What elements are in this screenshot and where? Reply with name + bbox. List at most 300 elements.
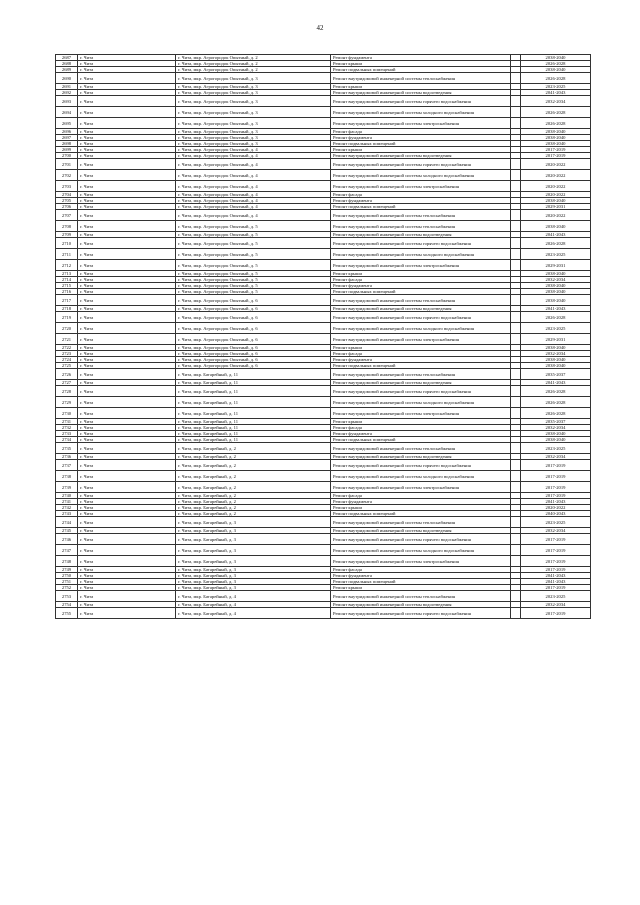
row-number: 2720 — [56, 323, 78, 334]
row-work-type: Ремонт внутридомовой инженерной системы холодного водоснабжения — [331, 471, 511, 482]
row-city: г. Чита — [78, 312, 176, 323]
row-number: 2701 — [56, 159, 78, 170]
row-city: г. Чита — [78, 147, 176, 153]
row-address: г. Чита, мкр. Агрогородок Опытный, д. 2 — [176, 67, 331, 73]
row-city: г. Чита — [78, 602, 176, 608]
row-address: г. Чита, мкр. Агрогородок Опытный, д. 6 — [176, 345, 331, 351]
row-work-type: Ремонт внутридомовой инженерной системы холодного водоснабжения — [331, 107, 511, 118]
row-city: г. Чита — [78, 159, 176, 170]
row-number: 2724 — [56, 357, 78, 363]
row-period: 2020-2022 — [521, 192, 591, 198]
row-city: г. Чита — [78, 90, 176, 96]
row-city: г. Чита — [78, 419, 176, 425]
row-work-type: Ремонт фундамента — [331, 283, 511, 289]
row-address: г. Чита, мкр. Агрогородок Опытный, д. 5 — [176, 249, 331, 260]
table-body — [56, 55, 591, 619]
row-city: г. Чита — [78, 351, 176, 357]
table-row — [56, 386, 591, 397]
row-number: 2755 — [56, 608, 78, 619]
row-period: 2026-2028 — [521, 61, 591, 67]
row-number: 2698 — [56, 141, 78, 147]
row-work-type: Ремонт крыши — [331, 147, 511, 153]
row-address: г. Чита, мкр. Агрогородок Опытный, д. 5 — [176, 238, 331, 249]
row-number: 2718 — [56, 306, 78, 312]
row-number: 2693 — [56, 96, 78, 107]
row-city: г. Чита — [78, 534, 176, 545]
row-city: г. Чита — [78, 345, 176, 351]
row-spacer — [511, 517, 521, 528]
row-spacer — [511, 210, 521, 221]
row-period: 2041-2043 — [521, 380, 591, 386]
row-city: г. Чита — [78, 363, 176, 369]
row-address: г. Чита, мкр. Батарейный, д. 11 — [176, 408, 331, 419]
row-number: 2703 — [56, 181, 78, 192]
row-period: 2029-2031 — [521, 204, 591, 210]
table-row — [56, 260, 591, 271]
row-address: г. Чита, мкр. Агрогородок Опытный, д. 6 — [176, 306, 331, 312]
table-row — [56, 534, 591, 545]
row-period: 2035-2037 — [521, 419, 591, 425]
table-row — [56, 210, 591, 221]
row-city: г. Чита — [78, 210, 176, 221]
row-period: 2038-2040 — [521, 55, 591, 61]
row-number: 2695 — [56, 118, 78, 129]
table-row — [56, 369, 591, 380]
row-spacer — [511, 471, 521, 482]
row-city: г. Чита — [78, 289, 176, 295]
row-spacer — [511, 249, 521, 260]
row-address: г. Чита, мкр. Батарейный, д. 11 — [176, 437, 331, 443]
table-row — [56, 181, 591, 192]
row-number: 2736 — [56, 454, 78, 460]
row-city: г. Чита — [78, 608, 176, 619]
row-work-type: Ремонт фасада — [331, 493, 511, 499]
row-number: 2729 — [56, 397, 78, 408]
row-period: 2032-2034 — [521, 425, 591, 431]
row-address: г. Чита, мкр. Агрогородок Опытный, д. 5 — [176, 289, 331, 295]
row-work-type: Ремонт фундамента — [331, 573, 511, 579]
row-period: 2017-2019 — [521, 493, 591, 499]
row-number: 2712 — [56, 260, 78, 271]
row-address: г. Чита, мкр. Батарейный, д. 2 — [176, 460, 331, 471]
row-address: г. Чита, мкр. Агрогородок Опытный, д. 4 — [176, 147, 331, 153]
row-address: г. Чита, мкр. Батарейный, д. 3 — [176, 517, 331, 528]
row-city: г. Чита — [78, 545, 176, 556]
table-row — [56, 408, 591, 419]
row-work-type: Ремонт подвальных помещений — [331, 141, 511, 147]
row-work-type: Ремонт подвальных помещений — [331, 289, 511, 295]
row-number: 2717 — [56, 295, 78, 306]
row-address: г. Чита, мкр. Агрогородок Опытный, д. 3 — [176, 118, 331, 129]
row-work-type: Ремонт фасада — [331, 277, 511, 283]
row-work-type: Ремонт фундамента — [331, 499, 511, 505]
row-address: г. Чита, мкр. Агрогородок Опытный, д. 2 — [176, 61, 331, 67]
row-address: г. Чита, мкр. Батарейный, д. 2 — [176, 505, 331, 511]
row-address: г. Чита, мкр. Батарейный, д. 11 — [176, 425, 331, 431]
row-address: г. Чита, мкр. Агрогородок Опытный, д. 5 — [176, 260, 331, 271]
row-address: г. Чита, мкр. Батарейный, д. 11 — [176, 369, 331, 380]
row-period: 2026-2028 — [521, 73, 591, 84]
row-city: г. Чита — [78, 283, 176, 289]
row-address: г. Чита, мкр. Агрогородок Опытный, д. 6 — [176, 323, 331, 334]
row-work-type: Ремонт внутридомовой инженерной системы электроснабжения — [331, 118, 511, 129]
row-city: г. Чита — [78, 232, 176, 238]
row-address: г. Чита, мкр. Агрогородок Опытный, д. 4 — [176, 198, 331, 204]
row-address: г. Чита, мкр. Агрогородок Опытный, д. 2 — [176, 55, 331, 61]
row-work-type: Ремонт фундамента — [331, 135, 511, 141]
row-address: г. Чита, мкр. Агрогородок Опытный, д. 3 — [176, 141, 331, 147]
row-address: г. Чита, мкр. Батарейный, д. 11 — [176, 419, 331, 425]
row-period: 2020-2022 — [521, 159, 591, 170]
row-period: 2040-2043 — [521, 511, 591, 517]
row-work-type: Ремонт внутридомовой инженерной системы теплоснабжения — [331, 369, 511, 380]
row-city: г. Чита — [78, 505, 176, 511]
row-work-type: Ремонт фасада — [331, 192, 511, 198]
row-work-type: Ремонт внутридомовой инженерной системы холодного водоснабжения — [331, 170, 511, 181]
row-address: г. Чита, мкр. Батарейный, д. 11 — [176, 431, 331, 437]
row-city: г. Чита — [78, 431, 176, 437]
row-period: 2023-2025 — [521, 249, 591, 260]
row-address: г. Чита, мкр. Агрогородок Опытный, д. 6 — [176, 357, 331, 363]
row-period: 2035-2037 — [521, 369, 591, 380]
row-number: 2697 — [56, 135, 78, 141]
row-period: 2038-2040 — [521, 357, 591, 363]
row-address: г. Чита, мкр. Агрогородок Опытный, д. 3 — [176, 73, 331, 84]
row-spacer — [511, 107, 521, 118]
row-period: 2026-2028 — [521, 408, 591, 419]
row-work-type: Ремонт внутридомовой инженерной системы горячего водоснабжения — [331, 238, 511, 249]
row-number: 2743 — [56, 511, 78, 517]
row-number: 2722 — [56, 345, 78, 351]
row-number: 2687 — [56, 55, 78, 61]
row-city: г. Чита — [78, 591, 176, 602]
row-spacer — [511, 408, 521, 419]
row-city: г. Чита — [78, 493, 176, 499]
row-work-type: Ремонт внутридомовой инженерной системы водоотведения — [331, 602, 511, 608]
row-spacer — [511, 118, 521, 129]
row-period: 2038-2040 — [521, 431, 591, 437]
row-address: г. Чита, мкр. Агрогородок Опытный, д. 5 — [176, 221, 331, 232]
row-period: 2038-2040 — [521, 135, 591, 141]
row-address: г. Чита, мкр. Агрогородок Опытный, д. 6 — [176, 334, 331, 345]
table-row — [56, 545, 591, 556]
row-period: 2032-2034 — [521, 454, 591, 460]
row-city: г. Чита — [78, 386, 176, 397]
row-number: 2740 — [56, 493, 78, 499]
row-number: 2706 — [56, 204, 78, 210]
row-number: 2737 — [56, 460, 78, 471]
row-work-type: Ремонт внутридомовой инженерной системы холодного водоснабжения — [331, 397, 511, 408]
row-number: 2714 — [56, 277, 78, 283]
row-number: 2744 — [56, 517, 78, 528]
row-period: 2017-2019 — [521, 585, 591, 591]
row-spacer — [511, 181, 521, 192]
row-work-type: Ремонт фундамента — [331, 357, 511, 363]
row-number: 2711 — [56, 249, 78, 260]
table-row — [56, 221, 591, 232]
row-city: г. Чита — [78, 556, 176, 567]
row-city: г. Чита — [78, 443, 176, 454]
row-period: 2026-2028 — [521, 107, 591, 118]
row-work-type: Ремонт внутридомовой инженерной системы теплоснабжения — [331, 221, 511, 232]
row-work-type: Ремонт внутридомовой инженерной системы теплоснабжения — [331, 73, 511, 84]
row-number: 2707 — [56, 210, 78, 221]
row-address: г. Чита, мкр. Агрогородок Опытный, д. 5 — [176, 271, 331, 277]
row-work-type: Ремонт крыши — [331, 61, 511, 67]
row-address: г. Чита, мкр. Агрогородок Опытный, д. 3 — [176, 96, 331, 107]
row-period: 2038-2040 — [521, 283, 591, 289]
row-address: г. Чита, мкр. Агрогородок Опытный, д. 4 — [176, 192, 331, 198]
row-city: г. Чита — [78, 425, 176, 431]
row-number: 2734 — [56, 437, 78, 443]
row-period: 2017-2019 — [521, 482, 591, 493]
row-number: 2699 — [56, 147, 78, 153]
table-row — [56, 608, 591, 619]
row-number: 2753 — [56, 591, 78, 602]
row-number: 2747 — [56, 545, 78, 556]
row-address: г. Чита, мкр. Батарейный, д. 2 — [176, 471, 331, 482]
row-period: 2017-2019 — [521, 567, 591, 573]
row-period: 2023-2025 — [521, 591, 591, 602]
row-number: 2716 — [56, 289, 78, 295]
row-address: г. Чита, мкр. Агрогородок Опытный, д. 4 — [176, 159, 331, 170]
row-number: 2710 — [56, 238, 78, 249]
row-number: 2745 — [56, 528, 78, 534]
capital-repair-table — [55, 54, 591, 619]
row-number: 2742 — [56, 505, 78, 511]
row-period: 2038-2040 — [521, 141, 591, 147]
row-work-type: Ремонт внутридомовой инженерной системы водоотведения — [331, 306, 511, 312]
row-city: г. Чита — [78, 323, 176, 334]
row-city: г. Чита — [78, 579, 176, 585]
row-city: г. Чита — [78, 238, 176, 249]
row-period: 2041-2043 — [521, 306, 591, 312]
row-period: 2023-2025 — [521, 323, 591, 334]
row-address: г. Чита, мкр. Батарейный, д. 4 — [176, 591, 331, 602]
row-number: 2715 — [56, 283, 78, 289]
row-spacer — [511, 334, 521, 345]
row-period: 2017-2019 — [521, 153, 591, 159]
row-city: г. Чита — [78, 107, 176, 118]
row-number: 2705 — [56, 198, 78, 204]
table-row — [56, 471, 591, 482]
row-address: г. Чита, мкр. Агрогородок Опытный, д. 3 — [176, 129, 331, 135]
row-period: 2038-2040 — [521, 345, 591, 351]
row-work-type: Ремонт внутридомовой инженерной системы водоотведения — [331, 153, 511, 159]
row-number: 2739 — [56, 482, 78, 493]
table-row — [56, 249, 591, 260]
row-city: г. Чита — [78, 198, 176, 204]
row-spacer — [511, 608, 521, 619]
row-spacer — [511, 386, 521, 397]
row-spacer — [511, 556, 521, 567]
row-address: г. Чита, мкр. Агрогородок Опытный, д. 3 — [176, 135, 331, 141]
row-city: г. Чита — [78, 585, 176, 591]
row-period: 2017-2019 — [521, 608, 591, 619]
row-address: г. Чита, мкр. Батарейный, д. 3 — [176, 556, 331, 567]
row-work-type: Ремонт внутридомовой инженерной системы горячего водоснабжения — [331, 386, 511, 397]
row-number: 2746 — [56, 534, 78, 545]
row-address: г. Чита, мкр. Батарейный, д. 2 — [176, 493, 331, 499]
row-number: 2748 — [56, 556, 78, 567]
row-period: 2041-2043 — [521, 232, 591, 238]
row-number: 2750 — [56, 573, 78, 579]
row-period: 2032-2034 — [521, 602, 591, 608]
row-number: 2733 — [56, 431, 78, 437]
row-number: 2731 — [56, 419, 78, 425]
row-work-type: Ремонт подвальных помещений — [331, 579, 511, 585]
table-row — [56, 482, 591, 493]
row-city: г. Чита — [78, 135, 176, 141]
row-work-type: Ремонт внутридомовой инженерной системы электроснабжения — [331, 482, 511, 493]
row-address: г. Чита, мкр. Батарейный, д. 2 — [176, 443, 331, 454]
row-address: г. Чита, мкр. Батарейный, д. 2 — [176, 499, 331, 505]
row-spacer — [511, 545, 521, 556]
table-row — [56, 397, 591, 408]
row-city: г. Чита — [78, 295, 176, 306]
row-period: 2038-2040 — [521, 67, 591, 73]
row-city: г. Чита — [78, 55, 176, 61]
row-period: 2041-2043 — [521, 499, 591, 505]
table-row — [56, 159, 591, 170]
row-period: 2026-2028 — [521, 312, 591, 323]
row-work-type: Ремонт внутридомовой инженерной системы холодного водоснабжения — [331, 545, 511, 556]
row-period: 2032-2034 — [521, 277, 591, 283]
row-city: г. Чита — [78, 181, 176, 192]
row-city: г. Чита — [78, 67, 176, 73]
row-city: г. Чита — [78, 271, 176, 277]
row-number: 2752 — [56, 585, 78, 591]
row-work-type: Ремонт внутридомовой инженерной системы электроснабжения — [331, 181, 511, 192]
row-address: г. Чита, мкр. Батарейный, д. 3 — [176, 567, 331, 573]
row-number: 2691 — [56, 84, 78, 90]
row-address: г. Чита, мкр. Батарейный, д. 11 — [176, 397, 331, 408]
row-city: г. Чита — [78, 454, 176, 460]
row-work-type: Ремонт внутридомовой инженерной системы теплоснабжения — [331, 210, 511, 221]
row-spacer — [511, 443, 521, 454]
row-number: 2730 — [56, 408, 78, 419]
row-work-type: Ремонт внутридомовой инженерной системы водоотведения — [331, 380, 511, 386]
row-work-type: Ремонт подвальных помещений — [331, 437, 511, 443]
row-city: г. Чита — [78, 204, 176, 210]
row-number: 2708 — [56, 221, 78, 232]
row-spacer — [511, 534, 521, 545]
row-work-type: Ремонт внутридомовой инженерной системы горячего водоснабжения — [331, 96, 511, 107]
row-spacer — [511, 159, 521, 170]
row-address: г. Чита, мкр. Агрогородок Опытный, д. 6 — [176, 295, 331, 306]
table-row — [56, 443, 591, 454]
row-address: г. Чита, мкр. Батарейный, д. 4 — [176, 602, 331, 608]
row-city: г. Чита — [78, 437, 176, 443]
row-spacer — [511, 323, 521, 334]
row-period: 2038-2040 — [521, 271, 591, 277]
row-number: 2700 — [56, 153, 78, 159]
row-work-type: Ремонт внутридомовой инженерной системы горячего водоснабжения — [331, 534, 511, 545]
row-work-type: Ремонт крыши — [331, 419, 511, 425]
row-spacer — [511, 312, 521, 323]
row-work-type: Ремонт подвальных помещений — [331, 204, 511, 210]
row-address: г. Чита, мкр. Агрогородок Опытный, д. 3 — [176, 84, 331, 90]
row-period: 2041-2043 — [521, 579, 591, 585]
row-period: 2038-2040 — [521, 129, 591, 135]
row-period: 2026-2028 — [521, 238, 591, 249]
row-work-type: Ремонт подвальных помещений — [331, 511, 511, 517]
row-period: 2017-2019 — [521, 534, 591, 545]
row-work-type: Ремонт фасада — [331, 425, 511, 431]
row-work-type: Ремонт внутридомовой инженерной системы электроснабжения — [331, 260, 511, 271]
row-work-type: Ремонт внутридомовой инженерной системы холодного водоснабжения — [331, 323, 511, 334]
row-number: 2749 — [56, 567, 78, 573]
row-spacer — [511, 482, 521, 493]
row-period: 2041-2043 — [521, 573, 591, 579]
table-row — [56, 460, 591, 471]
row-address: г. Чита, мкр. Агрогородок Опытный, д. 4 — [176, 170, 331, 181]
row-address: г. Чита, мкр. Агрогородок Опытный, д. 3 — [176, 107, 331, 118]
row-period: 2026-2028 — [521, 397, 591, 408]
row-address: г. Чита, мкр. Агрогородок Опытный, д. 6 — [176, 363, 331, 369]
row-work-type: Ремонт крыши — [331, 345, 511, 351]
row-address: г. Чита, мкр. Батарейный, д. 11 — [176, 386, 331, 397]
page-number: 42 — [316, 24, 324, 32]
row-address: г. Чита, мкр. Батарейный, д. 3 — [176, 534, 331, 545]
row-address: г. Чита, мкр. Батарейный, д. 11 — [176, 380, 331, 386]
row-city: г. Чита — [78, 306, 176, 312]
row-period: 2023-2025 — [521, 84, 591, 90]
row-number: 2741 — [56, 499, 78, 505]
row-number: 2702 — [56, 170, 78, 181]
row-spacer — [511, 221, 521, 232]
row-spacer — [511, 260, 521, 271]
row-period: 2020-2022 — [521, 181, 591, 192]
row-period: 2032-2034 — [521, 351, 591, 357]
row-city: г. Чита — [78, 482, 176, 493]
row-work-type: Ремонт внутридомовой инженерной системы электроснабжения — [331, 408, 511, 419]
row-address: г. Чита, мкр. Агрогородок Опытный, д. 5 — [176, 277, 331, 283]
row-number: 2754 — [56, 602, 78, 608]
row-city: г. Чита — [78, 221, 176, 232]
row-city: г. Чита — [78, 153, 176, 159]
row-address: г. Чита, мкр. Батарейный, д. 3 — [176, 545, 331, 556]
row-number: 2692 — [56, 90, 78, 96]
table-row — [56, 107, 591, 118]
row-city: г. Чита — [78, 397, 176, 408]
row-work-type: Ремонт внутридомовой инженерной системы электроснабжения — [331, 334, 511, 345]
table-row — [56, 170, 591, 181]
row-period: 2032-2034 — [521, 96, 591, 107]
table-row — [56, 295, 591, 306]
table-row — [56, 323, 591, 334]
row-number: 2689 — [56, 67, 78, 73]
row-work-type: Ремонт крыши — [331, 271, 511, 277]
row-city: г. Чита — [78, 517, 176, 528]
row-period: 2038-2040 — [521, 363, 591, 369]
row-spacer — [511, 397, 521, 408]
row-period: 2020-2022 — [521, 170, 591, 181]
row-city: г. Чита — [78, 567, 176, 573]
table-row — [56, 96, 591, 107]
row-number: 2690 — [56, 73, 78, 84]
row-spacer — [511, 591, 521, 602]
row-address: г. Чита, мкр. Агрогородок Опытный, д. 5 — [176, 283, 331, 289]
row-city: г. Чита — [78, 499, 176, 505]
row-work-type: Ремонт фундамента — [331, 198, 511, 204]
row-work-type: Ремонт крыши — [331, 505, 511, 511]
row-city: г. Чита — [78, 129, 176, 135]
row-city: г. Чита — [78, 528, 176, 534]
row-work-type: Ремонт внутридомовой инженерной системы горячего водоснабжения — [331, 159, 511, 170]
row-period: 2020-2022 — [521, 210, 591, 221]
row-spacer — [511, 460, 521, 471]
